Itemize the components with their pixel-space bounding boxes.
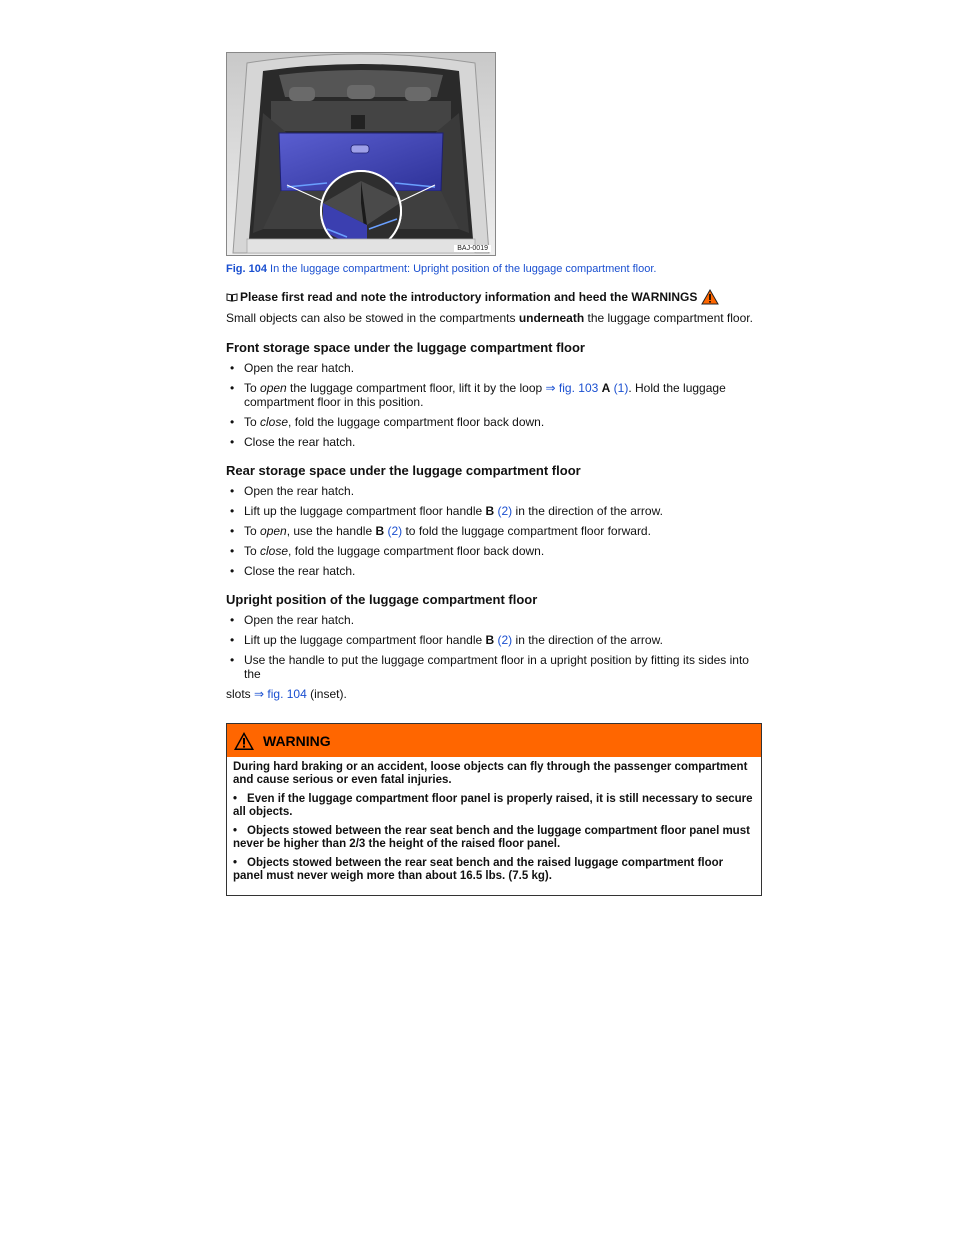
figure-code: BAJ-0019 bbox=[454, 245, 491, 252]
rear-storage-heading: Rear storage space under the luggage compartment floor bbox=[226, 463, 581, 478]
list-item-text: Open the rear hatch. bbox=[244, 484, 355, 498]
bullet: • bbox=[233, 793, 238, 805]
bullet: • bbox=[230, 381, 235, 395]
list-item bbox=[226, 633, 766, 647]
warning-triangle-icon bbox=[701, 289, 719, 305]
ref-1-link[interactable]: (1) bbox=[613, 381, 629, 395]
list-item-text: , use the handle bbox=[286, 524, 376, 538]
bullet: • bbox=[230, 524, 235, 538]
warning-bullet-text: Objects stowed between the rear seat bench and the raised luggage compartment floor panel must never weigh more than about 16.5 lbs. (7.5 kg). bbox=[233, 857, 724, 882]
figure-caption bbox=[226, 263, 766, 275]
list-item bbox=[226, 435, 766, 449]
warning-bullet-text: Objects stowed between the rear seat bench and the luggage compartment floor panel must never be higher than 2/3 the height of the raised floor panel. bbox=[233, 825, 750, 850]
list-item-text: in the direction of the arrow. bbox=[512, 633, 663, 647]
list-item-text: to fold the luggage compartment floor forward. bbox=[402, 524, 651, 538]
label-b: B bbox=[485, 504, 495, 518]
ref-2-link[interactable]: (2) bbox=[387, 524, 403, 538]
list-item-text: To bbox=[244, 544, 261, 558]
luggage-compartment-illustration bbox=[227, 53, 495, 255]
list-item-text: , fold the luggage compartment floor back down. bbox=[288, 415, 545, 429]
list-item-text: Use the handle to put the luggage compartment floor in a upright position by fitting its sides into the bbox=[244, 653, 749, 681]
list-item bbox=[226, 544, 766, 558]
bullet: • bbox=[230, 564, 235, 578]
warning-bullet-item bbox=[233, 793, 755, 819]
list-item bbox=[226, 613, 766, 627]
list-item-text: Lift up the luggage compartment floor handle bbox=[244, 633, 486, 647]
slots-line bbox=[226, 687, 766, 701]
intro-text-after: the luggage compartment floor. bbox=[584, 311, 753, 325]
fig-103-link[interactable]: ⇒ fig. 103 bbox=[545, 381, 599, 395]
list-item-text: the luggage compartment floor, lift it by the loop bbox=[286, 381, 546, 395]
list-item bbox=[226, 415, 766, 429]
slots-text: slots bbox=[226, 687, 255, 701]
warning-header bbox=[227, 724, 761, 757]
emphasis-text: close bbox=[260, 415, 289, 429]
warning-bullet-item bbox=[233, 825, 755, 851]
ref-2-link[interactable]: (2) bbox=[497, 633, 513, 647]
rear-storage-list bbox=[226, 484, 766, 578]
warning-bullet-text: Even if the luggage compartment floor panel is properly raised, it is still necessary to secure all objects. bbox=[233, 793, 753, 818]
list-item bbox=[226, 653, 766, 681]
bullet: • bbox=[230, 633, 235, 647]
bullet: • bbox=[230, 484, 235, 498]
warning-bullet-item bbox=[233, 857, 755, 883]
bullet: • bbox=[230, 653, 235, 667]
warning-paragraph: During hard braking or an accident, loose objects can fly through the passenger compartment and cause serious or even fatal injuries. bbox=[233, 761, 748, 786]
bullet: • bbox=[230, 435, 235, 449]
upright-position-list bbox=[226, 613, 766, 681]
list-item bbox=[226, 564, 766, 578]
bullet: • bbox=[233, 825, 238, 837]
fig-104-link[interactable]: ⇒ fig. 104 bbox=[254, 687, 307, 701]
list-item-text: To bbox=[244, 381, 261, 395]
figure-caption-text: In the luggage compartment: Upright position of the luggage compartment floor. bbox=[266, 263, 657, 275]
ref-2-link[interactable]: (2) bbox=[497, 504, 513, 518]
intro-paragraph bbox=[226, 311, 766, 326]
bullet: • bbox=[230, 361, 235, 375]
list-item-text: Open the rear hatch. bbox=[244, 361, 355, 375]
luggage-compartment-figure bbox=[226, 52, 496, 256]
warning-box bbox=[226, 723, 762, 896]
label-b: B bbox=[375, 524, 385, 538]
bullet: • bbox=[230, 544, 235, 558]
list-item bbox=[226, 524, 766, 538]
list-item-text: , fold the luggage compartment floor back down. bbox=[288, 544, 545, 558]
front-storage-list bbox=[226, 361, 766, 449]
list-item-text: Lift up the luggage compartment floor handle bbox=[244, 504, 486, 518]
list-item-text: To bbox=[244, 415, 261, 429]
emphasis-text: close bbox=[260, 544, 289, 558]
bullet: • bbox=[233, 857, 238, 869]
bullet: • bbox=[230, 613, 235, 627]
bullet: • bbox=[230, 504, 235, 518]
list-item bbox=[226, 504, 766, 518]
read-first-notice bbox=[226, 289, 766, 305]
bullet: • bbox=[230, 415, 235, 429]
emphasis-text: open bbox=[260, 524, 287, 538]
warning-title: WARNING bbox=[263, 732, 331, 749]
upright-position-heading: Upright position of the luggage compartment floor bbox=[226, 592, 538, 607]
book-icon bbox=[226, 293, 238, 302]
warning-body bbox=[227, 757, 761, 895]
list-item bbox=[226, 361, 766, 375]
warning-triangle-icon bbox=[233, 731, 255, 751]
label-b: B bbox=[485, 633, 495, 647]
list-item-text: in the direction of the arrow. bbox=[512, 504, 663, 518]
list-item bbox=[226, 381, 766, 409]
slots-text: (inset). bbox=[306, 687, 347, 701]
list-item bbox=[226, 484, 766, 498]
figure-caption-label: Fig. 104 bbox=[226, 263, 267, 275]
list-item-text: Open the rear hatch. bbox=[244, 613, 355, 627]
front-storage-heading: Front storage space under the luggage compartment floor bbox=[226, 340, 585, 355]
emphasis-text: open bbox=[260, 381, 287, 395]
intro-text-before: Small objects can also be stowed in the compartments bbox=[226, 311, 519, 325]
list-item-text: Close the rear hatch. bbox=[244, 564, 356, 578]
list-item-text: To bbox=[244, 524, 261, 538]
list-item-text: Close the rear hatch. bbox=[244, 435, 356, 449]
notice-text: Please first read and note the introductory information and heed the WARNINGS bbox=[240, 290, 698, 304]
label-a: A bbox=[601, 381, 611, 395]
list-item-text: . Hold the luggage compartment floor in this position. bbox=[244, 381, 726, 409]
manual-page bbox=[226, 52, 766, 896]
intro-text-strong: underneath bbox=[518, 311, 585, 325]
